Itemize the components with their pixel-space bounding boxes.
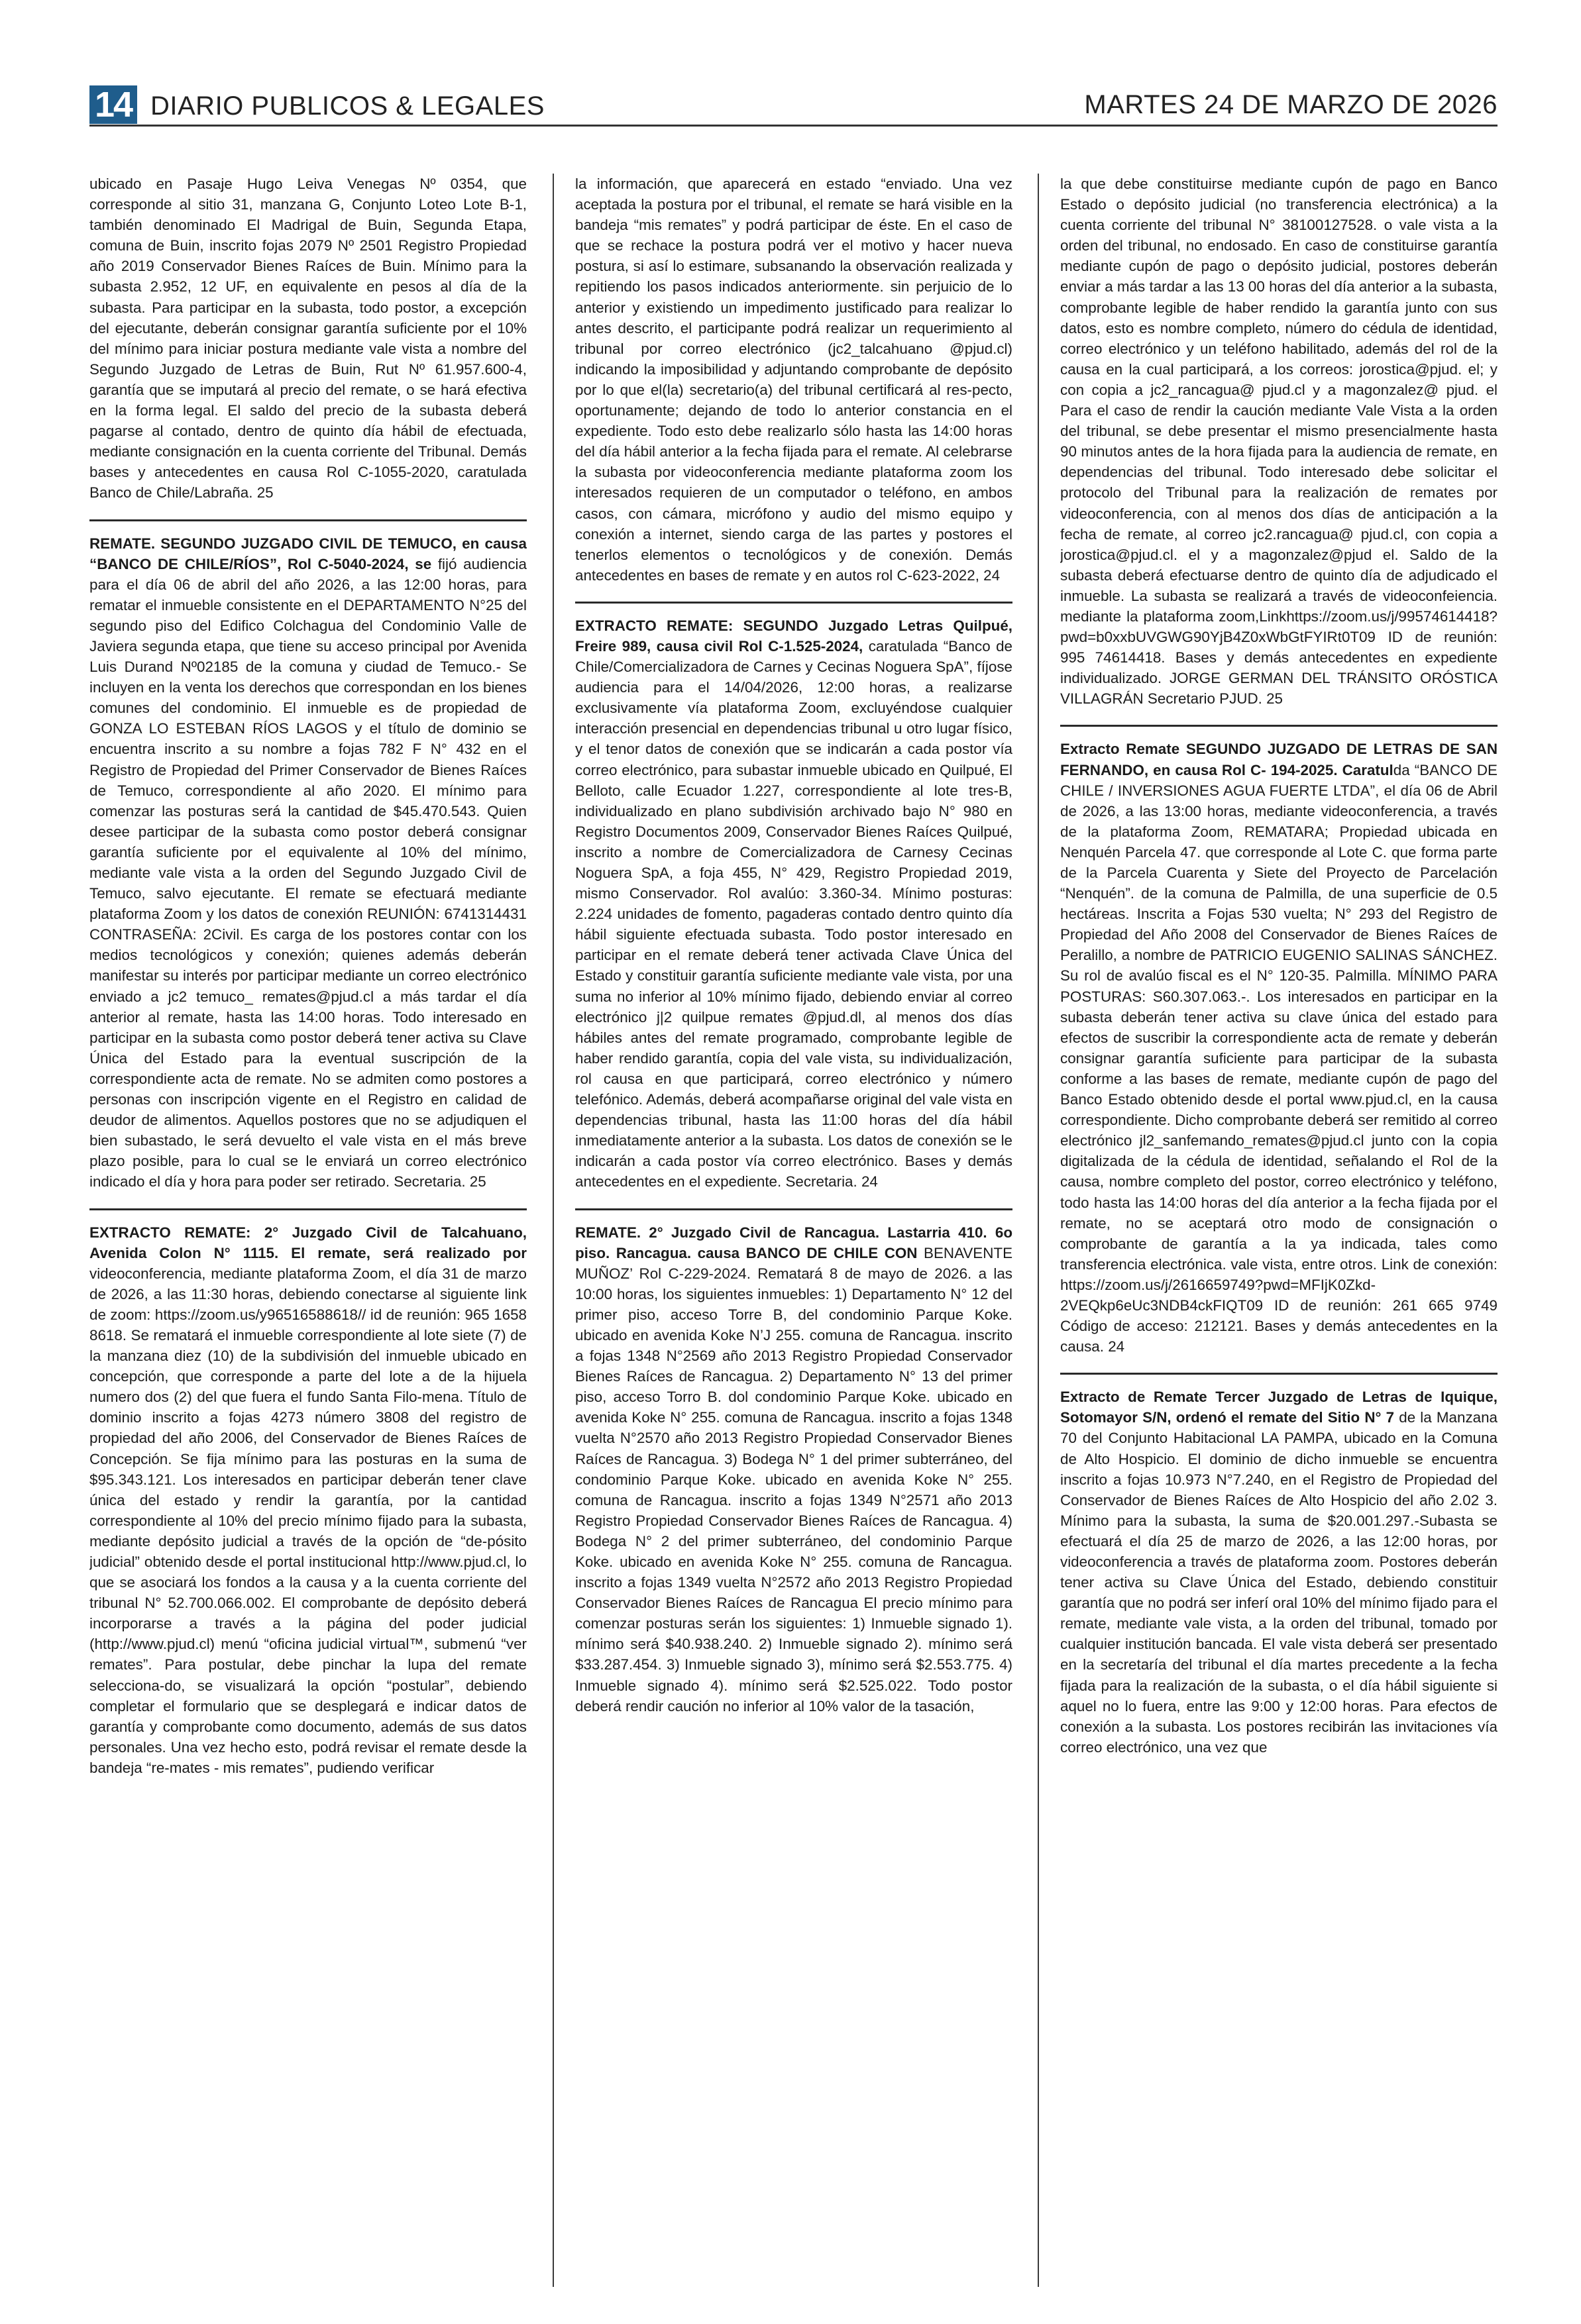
issue-date: MARTES 24 DE MARZO DE 2026	[1084, 90, 1498, 119]
column-2	[575, 174, 1012, 2287]
publication-title: DIARIO PUBLICOS & LEGALES	[150, 91, 545, 121]
notice-rancagua-continuation: la que debe constituirse mediante cupón de pago en Banco Estado o depósito judicial (no transferencia electrónica) a la cuenta corriente del tribunal N° 38100127528. o vale vista a la orden del tribunal, no endosado. En caso de constituirse garantía mediante cupón de pago o depósito judicial, postores deberán enviar a más tardar a las 13 00 horas del día anterior a la subasta, comprobante legible de haber rendido la garantía junto con sus datos, esto es nombre completo, número do cédula de identidad, correo electrónico y un teléfono habilitado, además del rol de la causa en la cual participará, a los correos: jorostica@pjud. el; y con copia a jc2_rancagua@ pjud.cl y a magonzalez@ pjud. el Para el caso de rendir la caución mediante Vale Vista a la orden del tribunal, se debe presentar el mismo presencialmente hasta 90 minutos antes de la hora fijada para la audiencia de remate, en dependencias del tribunal. Todo interesado debe solicitar el protocolo del Tribunal para la realización de remates por videoconferencia, con al menos dos días de anticipación a la fecha de remate, al correo jc2.rancagua@ pjud.cl, con copia a jorostica@pjud.cl. el y a magonzalez@pjud el. Saldo de la subasta deberá efectuarse dentro de quinto día de adjudicado el inmueble. La subasta se realizará a través de videoconfeiencia. mediante la plataforma zoom,Linkhttps://zoom.us/j/99574614418?pwd=b0xxbUVGWG90YjB4Z0xWbGtFYIRt0T09 ID de reunión: 995 74614418. Bases y demás antecedentes en expediente individualizado. JORGE GERMAN DEL TRÁNSITO ORÓSTICA VILLAGRÁN Secretario PJUD. 25	[1060, 176, 1498, 708]
header-rule	[89, 125, 1498, 127]
notice-talcahuano: EXTRACTO REMATE: 2° Juzgado Civil de Talcahuano, Avenida Colon N° 1115. El remate, será realizado por videoconferencia, mediante plataforma Zoom, el día 31 de marzo de 2026, a las 11:30 horas, debiendo conectarse al siguiente link de zoom: https://zoom.us/y96516588618// id de reunión: 965 1658 8618. Se rematará el inmueble correspondiente al lote siete (7) de la manzana diez (10) de la subdivisión del inmueble ubicado en concepción, que corresponde a parte del lote a de la hijuela numero dos (2) del que fuera el fundo Santa Filo-mena. Título de dominio inscrito a fojas 4273 número 3808 del registro de propiedad del año 2006, del Conservador de Bienes Raíces de Concepción. Se fija mínimo para las posturas en la suma de $95.343.121. Los interesados en participar deberán tener clave única del estado y rendir la garantía, por la cantidad correspondiente al 10% del precio mínimo fijado para la subasta, mediante depósito judicial a través de la opción de “de-pósito judicial” obtenido desde el portal institucional http://www.pjud.cl, lo que se asociará los fondos a la causa y a la cuenta corriente del tribunal N° 52.700.066.002. El comprobante de depósito deberá incorporarse a través a la página del poder judicial (http://www.pjud.cl) menú “oficina judicial virtual™, submenú “ver remates”. Para postular, debe pinchar la lupa del remate selecciona-do, se visualizará la opción “postular”, debiendo completar el formulario que se desplegará e indicar datos de garantía y comprobante como documento, además de sus datos personales. Una vez hecho esto, podrá revisar el remate desde la bandeja “re-mates - mis remates”, pudiendo verificar	[89, 1224, 527, 1776]
notice-talcahuano-continuation: la información, que aparecerá en estado “enviado. Una vez aceptada la postura por el tribunal, el remate se hará visible en la bandeja “mis remates” y podrá participar de éste. En el caso de que se rechace la postura podrá ver el motivo y hacer nueva postura, si así lo estimare, subsanando la observación realizada y repitiendo los pasos indicados anteriormente. sin perjuicio de lo anterior y existiendo un impedimento justificado para realizar lo antes descrito, el participante podrá realizar un requerimiento al tribunal por correo electrónico (jc2_talcahuano @pjud.cl) indicando la imposibilidad y adjuntando comprobante de depósito por lo que el(la) secretario(a) del tribunal certificará al res-pecto, oportunamente; dejando de todo lo anterior constancia en el expediente. Todo esto debe realizarlo sólo hasta las 14:00 horas del día hábil anterior a la fecha fijada para el remate. Al celebrarse la subasta por videoconferencia mediante plataforma zoom los interesados requieren de un computador o teléfono, en ambos casos, con cámara, micrófono y audio del mismo equipo y conexión a internet, siendo carga de las partes y postores el tenerlos elementos o tecnológicos y de conexión. Demás antecedentes en bases de remate y en autos rol C-623-2022, 24	[575, 176, 1012, 584]
notice-divider	[1060, 725, 1498, 727]
column-rule	[1038, 174, 1039, 2287]
notice-iquique: Extracto de Remate Tercer Juzgado de Letras de Iquique, Sotomayor S/N, ordenó el remate del Sitio N° 7 de la Manzana 70 del Conjunto Habitacional LA PAMPA, ubicado en la Comuna de Alto Hospicio. El dominio de dicho inmueble se encuentra inscrito a fojas 10.973 N°7.240, en el Registro de Propiedad del Conservador de Bienes Raíces de Alto Hospicio del año 2.02 3. Mínimo para la subasta, la suma de $20.001.297.-Subasta se efectuará el día 25 de marzo de 2026, a las 12:00 horas, por videoconferencia a través de plataforma zoom. Postores deberán tener activa su Clave Única del Estado, debiendo constituir garantía que no podrá ser inferí oral 10% del mínimo fijado para el remate, mediante vale vista, a la orden del tribunal, tomado por cualquier institución bancada. El vale vista deberá ser presentado en la secretaría del tribunal el día martes precedente a la fecha fijada para la realización de la subasta, o el día hábil siguiente si aquel no lo fuera, entre las 9:00 y 12:00 horas. Para efectos de conexión a la subasta. Los postores recibirán las invitaciones vía correo electrónico, una vez que	[1060, 1389, 1498, 1756]
notice-divider	[575, 602, 1012, 604]
page-header	[89, 83, 1498, 124]
notice-san-fernando: Extracto Remate SEGUNDO JUZGADO DE LETRAS DE SAN FERNANDO, en causa Rol C- 194-2025. Caratulda “BANCO DE CHILE / INVERSIONES AGUA FUERTE LTDA”, el día 06 de Abril de 2026, a las 13:00 horas, mediante videoconferencia, a través de la plataforma Zoom, REMATARA; Propiedad ubicada en Nenquén Parcela 47. que corresponde al Lote C. que forma parte de la Parcela Cuarenta y Siete del Proyecto de Parcelación “Nenquén”. de la comuna de Palmilla, de una superficie de 0.5 hectáreas. Inscrita a Fojas 530 vuelta; N° 293 del Registro de Propiedad del Año 2008 del Conservador de Bienes Raíces de Peralillo, a nombre de PATRICIO EUGENIO SALINAS SÁNCHEZ. Su rol de avalúo fiscal es el N° 120-35. Palmilla. MÍNIMO PARA POSTURAS: S60.307.063.-. Los interesados en participar en la subasta deberán tener activa su clave única del estado para efectos de suscribir la correspondiente acta de remate y deberán consignar garantía suficiente para participar de la subasta conforme a las bases de remate, mediante cupón de pago del Banco Estado obtenido desde el portal www.pjud.cl, en la causa correspondiente. Dicho comprobante deberá ser remitido al correo electrónico jl2_sanfemando_remates@pjud.cl junto con la copia digitalizada de la cédula de identidad, señalando el Rol de la causa, nombre completo del postor, correo electrónico y teléfono, todo hasta las 14:00 horas del día anterior a la fecha fijada por el remate, no se aceptará otro modo de consignación o comprobante de garantía a la ya indicada, tales como transferencia electrónica. vale vista, entre otros. Link de conexión: https://zoom.us/j/2616659749?pwd=MFIjK0Zkd-2VEQkp6eUc3NDB4ckFIQT09 ID de reunión: 261 665 9749 Código de acceso: 212121. Bases y demás antecedentes en la causa. 24	[1060, 741, 1498, 1355]
notice-rancagua: REMATE. 2° Juzgado Civil de Rancagua. Lastarria 410. 6o piso. Rancagua. causa BANCO DE CHILE CON BENAVENTE MUÑOZ’ Rol C-229-2024. Rematará 8 de mayo de 2026. a las 10:00 horas, los siguientes inmuebles: 1) Departamento N° 12 del primer piso, acceso Torre B, del condominio Parque Koke. ubicado en avenida Koke N’J 255. comuna de Rancagua. inscrito a fojas 1348 N°2569 año 2013 Registro Propiedad Conservador Bienes Raíces de Rancagua. 2) Departamento N° 13 del primer piso, acceso Torro B. dol condominio Parque Koke. ubicado en avenida Koke N° 255. comuna de Rancagua. inscrito a fojas 1348 vuelta N°2570 año 2013 Registro Propiedad Conservador Bienes Raíces de Rancagua. 3) Bodega N° 1 del primer subterráneo, del condominio Parque Koke. ubicado en avenida Koke N° 255. comuna de Rancagua. inscrito a fojas 1349 N°2571 año 2013 Registro Propiedad Conservador Bienes Raíces de Rancagua. 4) Bodega N° 2 del primer subterráneo, del condominio Parque Koke. ubicado en avenida Koke N° 255. comuna de Rancagua. inscrito a fojas 1349 vuelta N°2572 año 2013 Registro Propiedad Conservador Bienes Raíces de Rancagua El precio mínimo para comenzar posturas serán los siguientes: 1) Inmueble signado 1). mínimo será $40.938.240. 2) Inmueble signado 2). mínimo será $33.287.454. 3) Inmueble signado 3), mínimo será $2.553.775. 4) Inmueble signado 4). mínimo será $2.525.022. Todo postor deberá rendir caución no inferior al 10% valor de la tasación,	[575, 1224, 1012, 1715]
notice-temuco: REMATE. SEGUNDO JUZGADO CIVIL DE TEMUCO, en causa “BANCO DE CHILE/RÍOS”, Rol C-5040-2024, se fijó audiencia para el día 06 de abril del año 2026, a las 12:00 horas, para rematar el inmueble consistente en el DEPARTAMENTO N°25 del segundo piso del Edifico Colchagua del Condominio Valle de Javiera segunda etapa, que tiene su acceso principal por Avenida Luis Durand Nº02185 de la comuna y ciudad de Temuco.- Se incluyen en la venta los derechos que correspondan en los bienes comunes del condominio. El inmueble es de propiedad de GONZA LO ESTEBAN RÍOS LAGOS y el título de dominio se encuentra inscrito a su nombre a fojas 782 F N° 432 en el Registro de Propiedad del Primer Conservador de Bienes Raíces de Temuco, correspondiente al año 2020. El mínimo para comenzar las posturas será la cantidad de $45.470.543. Quien desee participar de la subasta como postor deberá consignar garantía suficiente por el equivalente al 10% del mínimo, mediante vale vista a la orden del Segundo Juzgado Civil de Temuco, salvo ejecutante. El remate se efectuará mediante plataforma Zoom y los datos de conexión REUNIÓN: 6741314431 CONTRASEÑA: 2Civil. Es carga de los postores contar con los medios tecnológicos y conexión; quienes además deberán manifestar su interés por participar mediante un correo electrónico enviado a jc2 temuco_ remates@pjud.cl a más tardar el día anterior al remate, hasta las 14:00 horas. Todo interesado en participar en la subasta como postor deberá tener activa su Clave Única del Estado para la eventual suscripción de la correspondiente acta de remate. No se admiten como postores a personas con inscripción vigente en el Registro en calidad de deudor de alimentos. Aquellos postores que no se adjudiquen el bien subastado, le será devuelto el vale vista en el más breve plazo posible, para lo cual se le enviará un correo electrónico indicado el día y hora para poder ser retirado. Secretaria. 25	[89, 535, 527, 1190]
column-3	[1060, 174, 1498, 2287]
page-number: 14	[89, 85, 137, 124]
notice-quilpue: EXTRACTO REMATE: SEGUNDO Juzgado Letras Quilpué, Freire 989, causa civil Rol C-1.525-2024, caratulada “Banco de Chile/Comercializadora de Carnes y Cecinas Noguera SpA”, fíjose audiencia para el 14/04/2026, 12:00 horas, a realizarse exclusivamente vía plataforma Zoom, excluyéndose cualquier interacción presencial en dependencias tribunal u otro lugar físico, y el tenor datos de conexión que se indicarán a cada postor vía correo electrónico, para subastar inmueble ubicado en Quilpué, El Belloto, calle Ecuador 1.227, correspondiente al lote tres-B, individualizado en plano subdivisión archivado bajo N° 980 en Registro Documentos 2009, Conservador Bienes Raíces Quilpué, inscrito a nombre de Comercializadora de Carnesy Cecinas Noguera SpA, a foja 455, N° 429, Registro Propiedad 2019, mismo Conservador. Rol avalúo: 3.360-34. Mínimo posturas: 2.224 unidades de fomento, pagaderas contado dentro quinto día hábil siguiente efectuada subasta. Todo postor interesado en participar en el remate deberá tener activada Clave Única del Estado y constituir garantía suficiente mediante vale vista, por una suma no inferior al 10% mínimo fijado, debiendo enviar al correo electrónico j|2 quilpue remates @pjud.dl, al menos dos días hábiles antes del remate programado, comprobante legible de haber rendido garantía, copia del vale vista, su individualización, rol causa en que participará, correo electrónico y número telefónico. Además, deberá acompañarse original del vale vista en dependencias tribunal, hasta las 11:00 horas del día hábil inmediatamente anterior a la subasta. Los datos de conexión se le indicarán a cada postor vía correo electrónico. Bases y demás antecedentes en el expediente. Secretaria. 24	[575, 617, 1012, 1190]
notice-buin-continuation: ubicado en Pasaje Hugo Leiva Venegas Nº 0354, que corresponde al sitio 31, manzana G, Conjunto Loteo Lote B-1, también denominado El Madrigal de Buin, Segunda Etapa, comuna de Buin, inscrito fojas 2079 Nº 2501 Registro Propiedad año 2019 Conservador Bienes Raíces de Buin. Mínimo para la subasta 2.952, 12 UF, en equivalente en pesos al día de la subasta. Para participar en la subasta, todo postor, a excepción del ejecutante, deberán consignar garantía suficiente por el 10% del mínimo para iniciar postura mediante vale vista a nombre del Segundo Juzgado de Letras de Buin, Rut Nº 61.957.600-4, garantía que se imputará al precio del remate, o se hará efectiva en la forma legal. El saldo del precio de la subasta deberá pagarse al contado, dentro de quinto día hábil de efectuada, mediante consignación en la cuenta corriente del Tribunal. Demás bases y antecedentes en causa Rol C-1055-2020, caratulada Banco de Chile/Labraña. 25	[89, 176, 527, 502]
notice-divider	[575, 1208, 1012, 1210]
notice-divider	[89, 519, 527, 521]
notice-divider	[1060, 1373, 1498, 1375]
column-1	[89, 174, 527, 2287]
column-rule	[553, 174, 554, 2287]
notice-divider	[89, 1208, 527, 1210]
